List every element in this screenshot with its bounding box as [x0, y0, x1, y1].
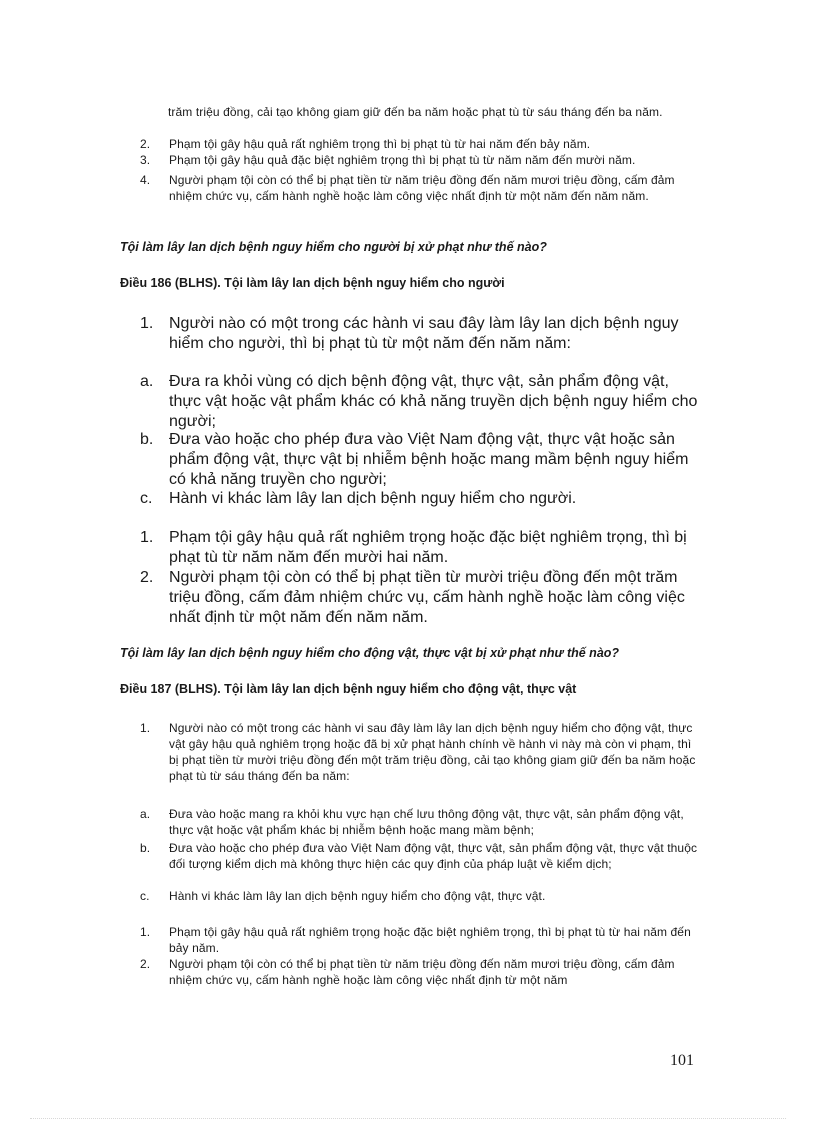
- list-item: b. Đưa vào hoặc cho phép đưa vào Việt Nam động vật, thực vật, sản phẩm động vật, thực vật thuộc đối tượng kiểm dịch mà không thực hiện các quy định của pháp luật về kiểm dịch;: [140, 841, 698, 871]
- list-item: 2. Phạm tội gây hậu quả rất nghiêm trọng thì bị phạt tù từ hai năm đến bảy năm.: [140, 137, 591, 151]
- list-item: 1. Phạm tội gây hậu quả rất nghiêm trọng hoặc đặc biệt nghiêm trọng, thì bị phạt tù từ năm năm đến mười hai năm.: [140, 529, 687, 566]
- list-item: c. Hành vi khác làm lây lan dịch bệnh nguy hiểm cho người.: [140, 490, 577, 507]
- list-item: 2. Người phạm tội còn có thể bị phạt tiền từ năm triệu đồng đến năm mươi triệu đồng, cấm đảm nhiệm chức vụ, cấm hành nghề hoặc làm công việc nhất định từ một năm: [140, 957, 675, 987]
- list-item: c. Hành vi khác làm lây lan dịch bệnh nguy hiểm cho động vật, thực vật.: [140, 889, 546, 903]
- section-question: Tội làm lây lan dịch bệnh nguy hiểm cho người bị xử phạt như thế nào?: [120, 240, 547, 254]
- list-item: 1. Phạm tội gây hậu quả rất nghiêm trọng hoặc đặc biệt nghiêm trọng, thì bị phạt tù từ hai năm đến bảy năm.: [140, 925, 691, 955]
- list-item: 1. Người nào có một trong các hành vi sau đây làm lây lan dịch bệnh nguy hiểm cho động vật, thực vật gây hậu quả nghiêm trọng hoặc đã bị xử phạt hành chính về hành vi này mà còn vi phạm, thì bị phạt tiền từ mười triệu đồng đến một trăm triệu đồng, cải tạo không giam giữ đến ba năm hoặc phạt tù từ sáu tháng đến ba năm:: [140, 721, 696, 783]
- footer-divider: [30, 1118, 786, 1119]
- section-question: Tội làm lây lan dịch bệnh nguy hiểm cho động vật, thực vật bị xử phạt như thế nào?: [120, 646, 620, 660]
- continuation-text: trăm triệu đồng, cải tạo không giam giữ đến ba năm hoặc phạt tù từ sáu tháng đến ba năm.: [168, 105, 663, 119]
- list-item: 3. Phạm tội gây hậu quả đặc biệt nghiêm trọng thì bị phạt tù từ năm năm đến mười năm.: [140, 153, 636, 167]
- list-item: 4. Người phạm tội còn có thể bị phạt tiền từ năm triệu đồng đến năm mươi triệu đồng, cấm đảm nhiệm chức vụ, cấm hành nghề hoặc làm công việc nhất định từ một năm đến năm năm.: [140, 173, 675, 203]
- article-heading: Điều 187 (BLHS). Tội làm lây lan dịch bệnh nguy hiểm cho động vật, thực vật: [120, 682, 577, 696]
- list-item: a. Đưa vào hoặc mang ra khỏi khu vực hạn chế lưu thông động vật, thực vật, sản phẩm động vật, thực vật hoặc vật phẩm khác bị nhiễm bệnh hoặc mang mầm bệnh;: [140, 807, 684, 837]
- list-item: 1. Người nào có một trong các hành vi sau đây làm lây lan dịch bệnh nguy hiểm cho người, thì bị phạt tù từ một năm đến năm năm:: [140, 315, 679, 352]
- page-number: 101: [670, 1052, 694, 1069]
- list-item: b. Đưa vào hoặc cho phép đưa vào Việt Nam động vật, thực vật hoặc sản phẩm động vật, thực vật bị nhiễm bệnh hoặc mang mầm bệnh nguy hiểm có khả năng truyền cho người;: [140, 431, 689, 488]
- list-item: a. Đưa ra khỏi vùng có dịch bệnh động vật, thực vật, sản phẩm động vật, thực vật hoặc vật phẩm khác có khả năng truyền dịch bệnh nguy hiểm cho người;: [140, 373, 698, 430]
- list-item: 2. Người phạm tội còn có thể bị phạt tiền từ mười triệu đồng đến một trăm triệu đồng, cấm đảm nhiệm chức vụ, cấm hành nghề hoặc làm công việc nhất định từ một năm đến năm năm.: [140, 569, 685, 626]
- article-heading: Điều 186 (BLHS). Tội làm lây lan dịch bệnh nguy hiểm cho người: [120, 276, 505, 290]
